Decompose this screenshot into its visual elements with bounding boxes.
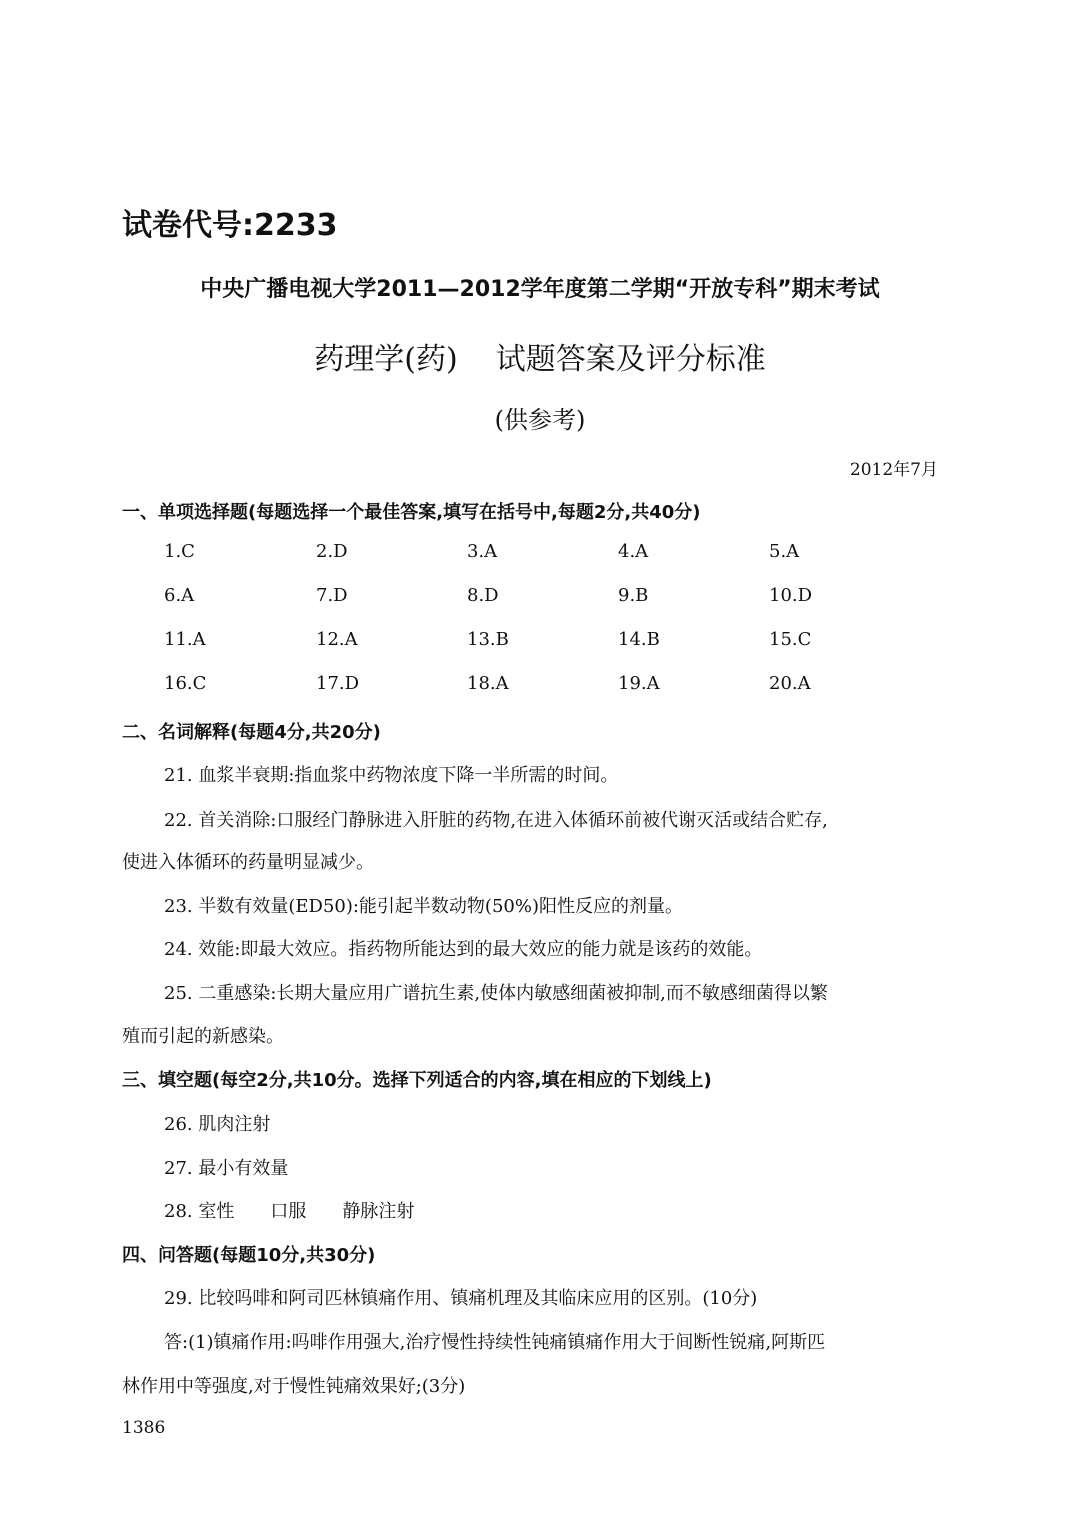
qa-answer-29: 答:(1)镇痛作用:吗啡作用强大,治疗慢性持续性钝痛镇痛作用大于间断性锐痛,阿斯匹 [164,1332,826,1353]
term-answer-25-cont: 殖而引起的新感染。 [122,1026,284,1047]
choice-answer: 4.A [618,541,649,562]
term-answer-23: 23. 半数有效量(ED50):能引起半数动物(50%)阳性反应的剂量。 [164,896,683,917]
section-heading-fill: 三、填空题(每空2分,共10分。选择下列适合的内容,填在相应的下划线上) [122,1070,712,1091]
choice-answer: 7.D [316,585,348,606]
choice-answer: 17.D [316,673,360,694]
term-answer-25: 25. 二重感染:长期大量应用广谱抗生素,使体内敏感细菌被抑制,而不敏感细菌得以繁 [164,983,828,1004]
term-answer-24: 24. 效能:即最大效应。指药物所能达到的最大效应的能力就是该药的效能。 [164,939,763,960]
choice-answer: 13.B [467,629,509,650]
term-answer-22-cont: 使进入体循环的药量明显减少。 [122,852,374,873]
fill-answer-28: 28. 室性 口服 静脉注射 [164,1201,415,1222]
choice-answer: 12.A [316,629,358,650]
choice-answer: 3.A [467,541,498,562]
choice-answer: 5.A [769,541,800,562]
choice-answer: 18.A [467,673,509,694]
subject-name: 药理学(药) [314,342,458,377]
subject-title [0,334,1080,378]
paper-code: 试卷代号:2233 [122,208,338,243]
section-heading-qa: 四、问答题(每题10分,共30分) [122,1245,376,1266]
section-heading-choice: 一、单项选择题(每题选择一个最佳答案,填写在括号中,每题2分,共40分) [122,502,701,523]
choice-answer: 2.D [316,541,348,562]
doc-title: 试题答案及评分标准 [495,342,766,377]
qa-answer-29-cont: 林作用中等强度,对于慢性钝痛效果好;(3分) [122,1376,466,1397]
fill-answer-27: 27. 最小有效量 [164,1158,289,1179]
reference-note: (供参考) [494,406,586,434]
choice-answer: 20.A [769,673,811,694]
section-heading-terms: 二、名词解释(每题4分,共20分) [122,722,381,743]
fill-answer-26: 26. 肌肉注射 [164,1114,271,1135]
term-answer-21: 21. 血浆半衰期:指血浆中药物浓度下降一半所需的时间。 [164,765,619,786]
choice-answer: 9.B [618,585,649,606]
exam-title: 中央广播电视大学2011—2012学年度第二学期“开放专科”期末考试 [200,277,880,302]
exam-date: 2012年7月 [849,460,938,480]
page-number: 1386 [122,1418,166,1438]
choice-answer: 8.D [467,585,499,606]
choice-answer: 19.A [618,673,660,694]
qa-question-29: 29. 比较吗啡和阿司匹林镇痛作用、镇痛机理及其临床应用的区别。(10分) [164,1288,758,1309]
choice-answer: 14.B [618,629,660,650]
choice-answer: 16.C [164,673,207,694]
choice-answer: 11.A [164,629,206,650]
term-answer-22: 22. 首关消除:口服经门静脉进入肝脏的药物,在进入体循环前被代谢灭活或结合贮存, [164,810,828,831]
choice-answer: 1.C [164,541,195,562]
choice-answer: 10.D [769,585,813,606]
choice-answer: 6.A [164,585,195,606]
choice-answer: 15.C [769,629,812,650]
